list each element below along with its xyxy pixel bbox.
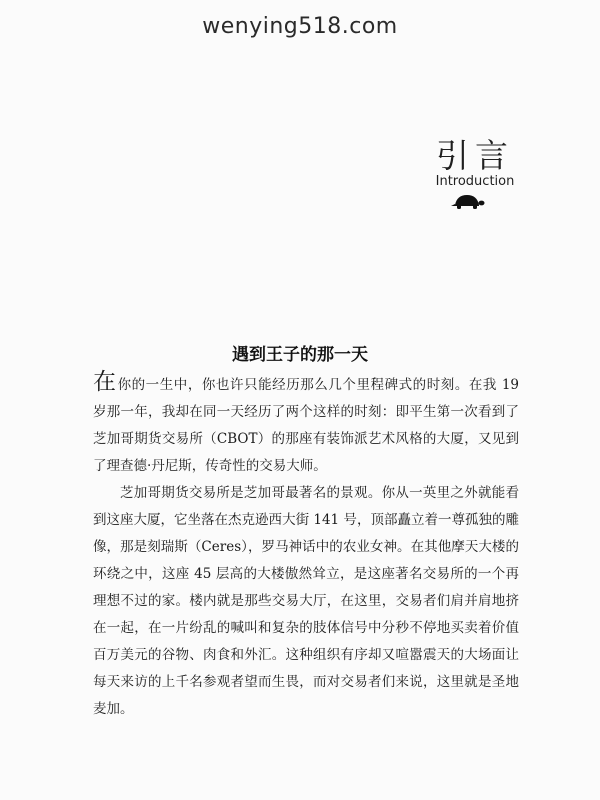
paragraph-2: 芝加哥期货交易所是芝加哥最著名的景观。你从一英里之外就能看到这座大厦，它坐落在杰克逊西大街 141 号，顶部矗立着一尊孤独的雕像，那是刻瑞斯（Ceres），罗马神话中的农业女神。在其他摩天大楼的环绕之中，这座 45 层高的大楼傲然耸立，是这座著名交易所的一个再理想不过的家。楼内就是那些交易大厅，在这里，交易者们肩并肩地挤在一起，在一片纷乱的喊叫和复杂的肢体信号中分秒不停地买卖着价值百万美元的谷物、肉食和外汇。这种组织有序却又喧嚣震天的大场面让每天来访的上千名参观者望而生畏，而对交易者们来说，这里就是圣地麦加。	[93, 485, 519, 717]
paragraph-1	[93, 369, 520, 480]
body-text	[93, 369, 520, 723]
drop-cap: 在	[93, 369, 117, 395]
section-heading: 遇到王子的那一天	[232, 345, 368, 365]
turtle-icon	[449, 192, 485, 212]
site-watermark: wenying518.com	[202, 14, 398, 39]
chapter-title: 引言	[436, 136, 514, 175]
paragraph-1-text: 你的一生中，你也许只能经历那么几个里程碑式的时刻。在我 19 岁那一年，我却在同一天经历了两个这样的时刻：即平生第一次看到了芝加哥期货交易所（CBOT）的那座有装饰派艺术风格的大厦，又见到了理查德·丹尼斯，传奇性的交易大师。	[93, 377, 520, 474]
chapter-subtitle: Introduction	[435, 174, 515, 189]
